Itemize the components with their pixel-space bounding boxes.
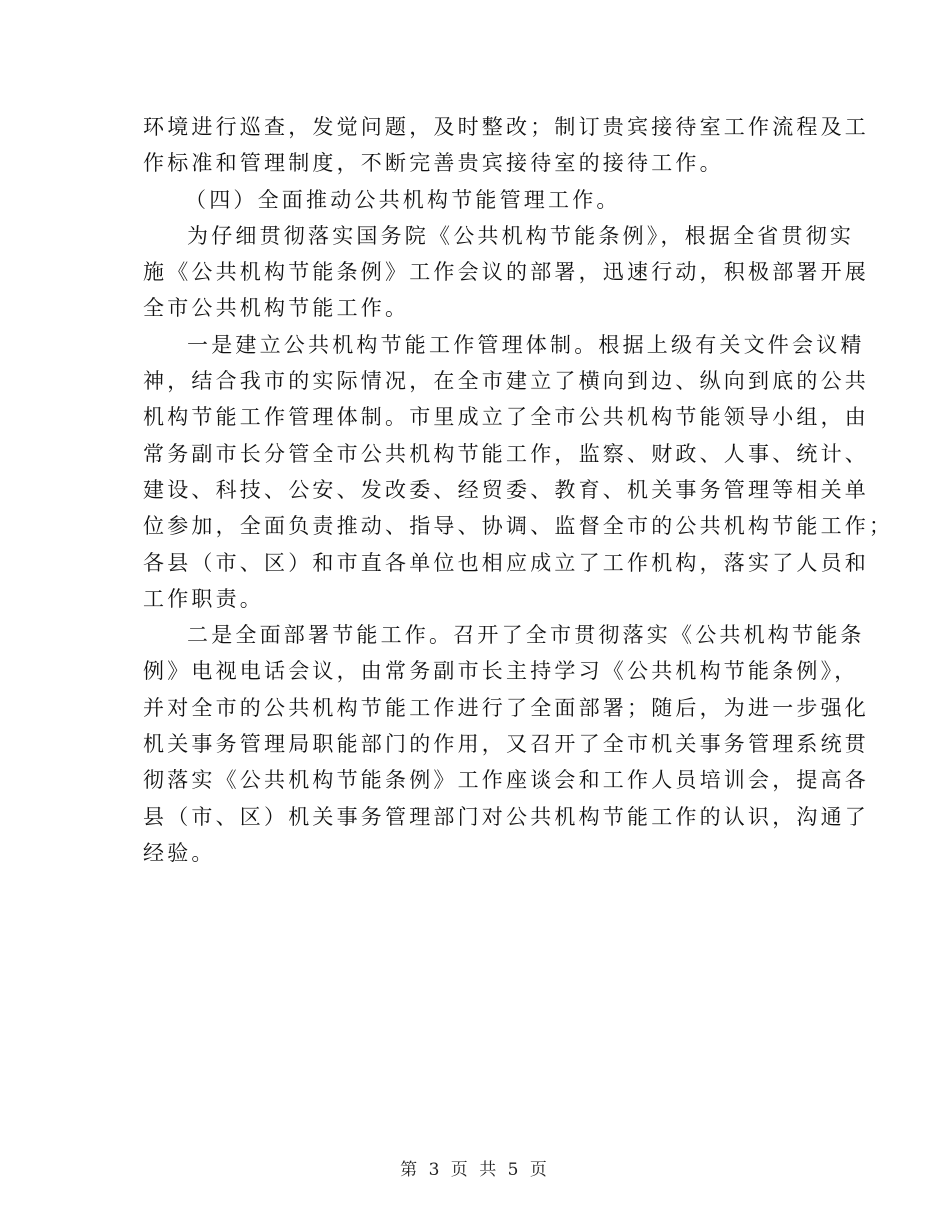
paragraph-line: 施《公共机构节能条例》工作会议的部署，迅速行动，积极部署开展	[143, 260, 869, 285]
paragraph-line: 为仔细贯彻落实国务院《公共机构节能条例》，根据全省贯彻实	[187, 223, 855, 248]
paragraph-line: 各县（市、区）和市直各单位也相应成立了工作机构，落实了人员和	[143, 550, 869, 575]
page-number-footer: 第 3 页 共 5 页	[400, 1160, 550, 1180]
paragraph-line: 环境进行巡查，发觉问题，及时整改；制订贵宾接待室工作流程及工	[143, 115, 869, 139]
paragraph-line: 常务副市长分管全市公共机构节能工作，监察、财政、人事、统计、	[143, 441, 869, 466]
document-body	[143, 109, 894, 871]
paragraph-line: 神，结合我市的实际情况，在全市建立了横向到边、纵向到底的公共	[143, 369, 869, 394]
paragraph-line: 作标准和管理制度，不断完善贵宾接待室的接待工作。	[143, 151, 724, 176]
paragraph-line: 二是全面部署节能工作。召开了全市贯彻落实《公共机构节能条	[187, 623, 865, 648]
section-heading: （四）全面推动公共机构节能管理工作。	[185, 187, 621, 212]
paragraph-line: 经验。	[143, 840, 216, 865]
paragraph-line: 机关事务管理局职能部门的作用，又召开了全市机关事务管理系统贯	[143, 732, 869, 757]
paragraph-line: 位参加，全面负责推动、指导、协调、监督全市的公共机构节能工作；	[143, 514, 894, 539]
paragraph-line: 一是建立公共机构节能工作管理体制。根据上级有关文件会议精	[187, 332, 865, 357]
paragraph-line: 例》电视电话会议，由常务副市长主持学习《公共机构节能条例》，	[143, 659, 859, 684]
paragraph-line: 机构节能工作管理体制。市里成立了全市公共机构节能领导小组，由	[143, 405, 869, 430]
paragraph-line: 建设、科技、公安、发改委、经贸委、教育、机关事务管理等相关单	[143, 477, 869, 502]
paragraph-line: 工作职责。	[143, 586, 264, 611]
paragraph-line: 全市公共机构节能工作。	[143, 296, 410, 321]
paragraph-line: 并对全市的公共机构节能工作进行了全面部署；随后，为进一步强化	[143, 695, 869, 720]
paragraph-line: 县（市、区）机关事务管理部门对公共机构节能工作的认识，沟通了	[143, 804, 869, 829]
paragraph-line: 彻落实《公共机构节能条例》工作座谈会和工作人员培训会，提高各	[143, 768, 869, 793]
